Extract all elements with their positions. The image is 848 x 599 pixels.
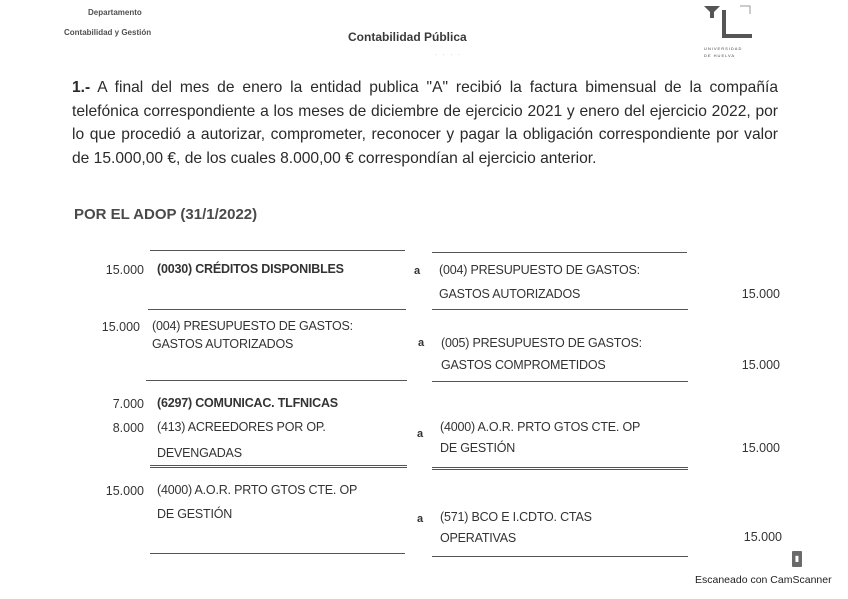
debit-amount: 15.000 bbox=[105, 263, 144, 277]
entry-double-rule bbox=[150, 465, 407, 468]
debit-amount: 15.000 bbox=[105, 484, 144, 498]
credit-account-line1: (4000) A.O.R. PRTO GTOS CTE. OP bbox=[440, 420, 641, 434]
debit-amount: 15.000 bbox=[101, 320, 140, 334]
camscanner-icon: ▮ bbox=[792, 551, 802, 567]
debit-account-line1: (413) ACREEDORES POR OP. bbox=[157, 420, 326, 434]
credit-amount: 15.000 bbox=[741, 287, 780, 301]
credit-amount: 15.000 bbox=[741, 441, 780, 455]
credit-account-line1: (005) PRESUPUESTO DE GASTOS: bbox=[441, 336, 642, 350]
scanner-watermark: Escaneado con CamScanner bbox=[695, 574, 832, 586]
entry-rule bbox=[432, 556, 688, 557]
credit-account-line2: GASTOS AUTORIZADOS bbox=[439, 287, 581, 301]
entry-rule bbox=[150, 250, 405, 251]
entry-rule bbox=[432, 252, 687, 253]
a-marker: a bbox=[414, 265, 421, 277]
problem-text: A final del mes de enero la entidad publica "A" recibió la factura bimensual de la compañía telefónica correspondiente a los meses de diciembre de ejercicio 2021 y enero del ejercicio 2022, por lo que procedió a autorizar, comprometer, reconocer y pagar la obligación correspondiente por valor de 15.000,00 €, de los cuales 8.000,00 € correspondían al ejercicio anterior. bbox=[72, 79, 778, 167]
debit-account-line2: GASTOS AUTORIZADOS bbox=[152, 337, 294, 351]
department-label: Departamento bbox=[88, 8, 142, 17]
entry-rule bbox=[148, 309, 406, 310]
entry-rule bbox=[432, 309, 688, 310]
entry-rule bbox=[146, 380, 407, 381]
credit-account-line2: GASTOS COMPROMETIDOS bbox=[441, 358, 606, 372]
department-subtitle: Contabilidad y Gestión bbox=[64, 28, 152, 37]
debit-amount: 8.000 bbox=[112, 421, 144, 435]
debit-account-line2: DEVENGADAS bbox=[157, 446, 242, 460]
a-marker: a bbox=[417, 428, 424, 440]
debit-amount: 7.000 bbox=[112, 397, 144, 411]
credit-account-line2: DE GESTIÓN bbox=[440, 441, 516, 455]
header-decoration: · · · · bbox=[435, 52, 462, 58]
credit-account-line2: OPERATIVAS bbox=[440, 531, 517, 545]
a-marker: a bbox=[417, 513, 424, 525]
entry-rule bbox=[432, 381, 688, 382]
credit-amount: 15.000 bbox=[743, 530, 782, 544]
debit-account-line1: (4000) A.O.R. PRTO GTOS CTE. OP bbox=[157, 483, 358, 497]
entry-rule bbox=[150, 553, 405, 554]
debit-account-line1: (004) PRESUPUESTO DE GASTOS: bbox=[152, 319, 353, 333]
page-header-title: Contabilidad Pública bbox=[348, 30, 467, 44]
debit-account: (0030) CRÉDITOS DISPONIBLES bbox=[157, 262, 344, 276]
a-marker: a bbox=[418, 337, 425, 349]
credit-account-line1: (571) BCO E I.CDTO. CTAS bbox=[440, 510, 592, 524]
debit-account-line2: DE GESTIÓN bbox=[157, 507, 233, 521]
credit-amount: 15.000 bbox=[741, 358, 780, 372]
university-logo-icon: UNIVERSIDAD DE HUELVA bbox=[700, 2, 760, 64]
section-title: POR EL ADOP (31/1/2022) bbox=[74, 206, 258, 223]
problem-number: 1.- bbox=[72, 79, 91, 96]
credit-account-line1: (004) PRESUPUESTO DE GASTOS: bbox=[439, 263, 640, 277]
entry-double-rule bbox=[432, 467, 688, 470]
problem-statement bbox=[72, 76, 778, 170]
debit-account: (6297) COMUNICAC. TLFNICAS bbox=[157, 396, 338, 410]
